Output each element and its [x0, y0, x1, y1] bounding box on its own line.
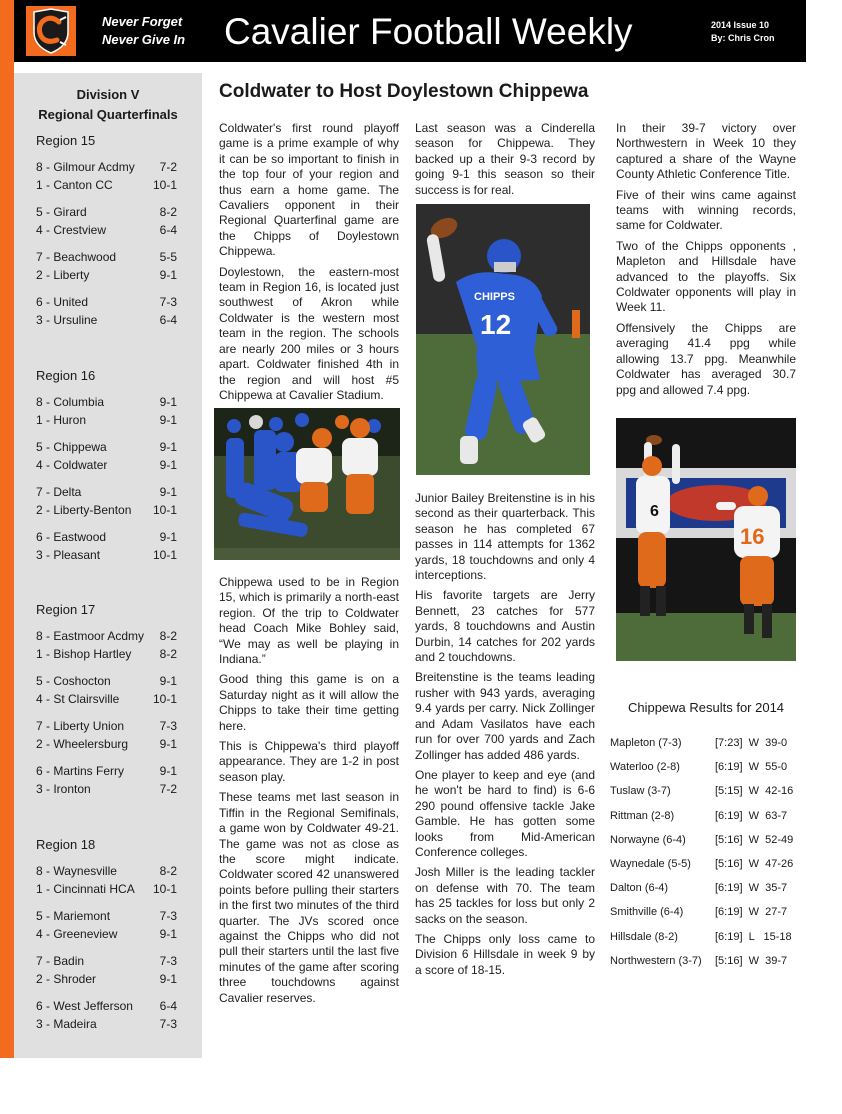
team-record: 8-2: [159, 205, 177, 219]
seed-team: 2 - Liberty: [36, 268, 90, 282]
team-record: 10-1: [152, 503, 177, 517]
team-record: 7-3: [159, 954, 177, 968]
result-score: [5:15] W 42-16: [715, 785, 794, 798]
seed-team: 3 - Madeira: [36, 1017, 97, 1031]
seed-team: 8 - Eastmoor Acdmy: [36, 629, 145, 643]
article-column-3-top: [616, 121, 796, 403]
article-paragraph: Five of their wins came against teams with winning records, same for Coldwater.: [616, 187, 796, 233]
article-column-2-top: [415, 121, 595, 203]
team-record: 6-4: [159, 313, 177, 327]
sidebar-title-division: Division V: [76, 87, 140, 102]
seed-team: 1 - Cincinnati HCA: [36, 882, 135, 896]
team-record: 9-1: [159, 972, 177, 986]
result-score: [5:16] W 47-26: [715, 858, 794, 870]
seed-team: 2 - Wheelersburg: [36, 737, 129, 751]
article-column-2-bottom: [415, 491, 595, 983]
seed-team: 1 - Huron: [36, 413, 87, 427]
team-record: 9-1: [159, 737, 177, 751]
seed-team: 1 - Bishop Hartley: [36, 647, 132, 661]
region-heading: Region 17: [36, 602, 96, 617]
result-opponent: Hillsdale (8-2): [610, 930, 678, 943]
article-paragraph: Coldwater's first round playoff game is a prime example of why it can be so important to finish in the top four of your region and thus earn a home game. The Cavaliers opponent in their Regional Quarterfinal game are the Chipps of Doylestown Chippewa.: [219, 121, 399, 259]
seed-team: 3 - Ironton: [36, 782, 91, 796]
team-record: 6-4: [159, 223, 177, 237]
result-score: [6:19] W 27-7: [715, 906, 788, 919]
issue-number: 2014 Issue 10: [711, 20, 770, 30]
team-record: 7-3: [159, 1017, 177, 1031]
team-record: 6-4: [159, 999, 177, 1013]
result-opponent: Waterloo (2-8): [610, 761, 680, 774]
seed-team: 3 - Pleasant: [36, 548, 101, 562]
byline: By: Chris Cron: [711, 33, 775, 43]
article-paragraph: In their 39-7 victory over Northwestern in Week 10 they captured a share of the Wayne County Athletic Conference Title.: [616, 121, 796, 182]
team-record: 9-1: [159, 395, 177, 409]
orange-side-stripe: [0, 0, 14, 1058]
jersey-team-text: CHIPPS: [474, 291, 515, 303]
result-opponent: Waynedale (5-5): [610, 858, 691, 870]
newsletter-title: Cavalier Football Weekly: [224, 11, 633, 52]
article-paragraph: The Chipps only loss came to Division 6 Hillsdale in week 9 by a score of 18-15.: [415, 931, 595, 977]
team-record: 5-5: [159, 250, 177, 264]
team-record: 8-2: [159, 629, 177, 643]
seed-team: 6 - West Jefferson: [36, 999, 133, 1013]
issue-info: [711, 19, 775, 45]
team-record: 7-3: [159, 909, 177, 923]
result-score: [7:23] W 39-0: [715, 737, 788, 749]
team-record: 9-1: [159, 268, 177, 282]
result-opponent: Northwestern (3-7): [610, 954, 702, 967]
region-heading: Region 15: [36, 133, 96, 148]
regional-quarterfinals-sidebar: [14, 73, 202, 1058]
article-column-1-top: [219, 121, 399, 408]
team-record: 10-1: [152, 548, 177, 562]
team-record: 9-1: [159, 458, 177, 472]
seed-team: 5 - Coshocton: [36, 674, 111, 688]
result-score: [5:16] W 52-49: [715, 833, 794, 846]
team-record: 7-2: [159, 160, 177, 174]
article-paragraph: His favorite targets are Jerry Bennett, 23 catches for 577 yards, 8 touchdowns and Austin Durbin, 14 catches for 202 yards and 2 touchdowns.: [415, 588, 595, 665]
seed-team: 7 - Liberty Union: [36, 719, 125, 733]
region-heading: Region 16: [36, 368, 96, 383]
photo-tackle: [214, 408, 400, 560]
motto: [102, 13, 185, 49]
cavalier-c-shield-icon: [26, 6, 76, 56]
seed-team: 6 - Eastwood: [36, 530, 107, 544]
sidebar-title: [14, 85, 202, 125]
result-score: [6:19] W 63-7: [715, 809, 788, 822]
jersey-number-text: 12: [480, 309, 512, 340]
team-record: 9-1: [159, 927, 177, 941]
result-opponent: Rittman (2-8): [610, 809, 675, 822]
seed-team: 5 - Mariemont: [36, 909, 111, 923]
article-paragraph: Josh Miller is the leading tackler on defense with 70. The team has 25 tackles for loss but only 2 sacks on the season.: [415, 865, 595, 926]
seed-team: 4 - St Clairsville: [36, 692, 120, 706]
seed-team: 7 - Delta: [36, 485, 82, 499]
seed-team: 6 - Martins Ferry: [36, 764, 125, 778]
result-score: [6:19] L 15-18: [715, 930, 792, 943]
team-record: 8-2: [159, 647, 177, 661]
article-paragraph: Offensively the Chipps are averaging 41.4 ppg while allowing 13.7 ppg. Meanwhile Coldwater has averaged 30.7 ppg and allowed 7.4 ppg.: [616, 320, 796, 397]
result-score: [5:16] W 39-7: [715, 954, 788, 967]
article-headline: Coldwater to Host Doylestown Chippewa: [219, 81, 589, 102]
article-paragraph: Good thing this game is on a Saturday night as it will allow the Chipps to take their time getting here.: [219, 672, 399, 733]
seed-team: 4 - Crestview: [36, 223, 107, 237]
seed-team: 5 - Chippewa: [36, 440, 107, 454]
article-column-1-bottom: [219, 575, 399, 1011]
photo-receivers: [616, 418, 796, 661]
team-record: 7-2: [159, 782, 177, 796]
seed-team: 6 - United: [36, 295, 89, 309]
seed-team: 5 - Girard: [36, 205, 87, 219]
team-record: 9-1: [159, 530, 177, 544]
seed-team: 1 - Canton CC: [36, 178, 113, 192]
receiver-number-6: 6: [650, 503, 659, 520]
motto-line-1: Never Forget: [102, 14, 183, 29]
team-record: 10-1: [152, 882, 177, 896]
motto-line-2: Never Give In: [102, 32, 186, 47]
sidebar-title-round: Regional Quarterfinals: [38, 107, 178, 122]
team-record: 7-3: [159, 719, 177, 733]
team-record: 9-1: [159, 485, 177, 499]
result-score: [6:19] W 55-0: [715, 761, 788, 774]
article-paragraph: Junior Bailey Breitenstine is in his second as their quarterback. This season he has completed 67 passes in 114 attempts for 1362 yards, 18 touchdowns and only 4 interceptions.: [415, 491, 595, 583]
article-paragraph: Doylestown, the eastern-most team in Region 16, is located just southwest of Akron while Coldwater is the western most team in the region. The schools are nearly 200 miles or 3 hours apart. Coldwater finished 4th in the region and will host #5 Chippewa at Cavalier Stadium.: [219, 264, 399, 402]
seed-team: 8 - Gilmour Acdmy: [36, 160, 135, 174]
team-record: 9-1: [159, 440, 177, 454]
team-record: 10-1: [152, 178, 177, 192]
region-heading: Region 18: [36, 837, 96, 852]
team-record: 7-3: [159, 295, 177, 309]
seed-team: 2 - Liberty-Benton: [36, 503, 132, 517]
team-record: 9-1: [159, 764, 177, 778]
team-record: 9-1: [159, 413, 177, 427]
result-opponent: Mapleton (7-3): [610, 737, 682, 749]
results-title: Chippewa Results for 2014: [627, 700, 785, 715]
seed-team: 7 - Badin: [36, 954, 85, 968]
result-opponent: Smithville (6-4): [610, 906, 684, 919]
article-paragraph: Last season was a Cinderella season for Chippewa. They backed up a their 9-3 record by going 9-1 this season so their success is for real.: [415, 121, 595, 197]
seed-team: 4 - Coldwater: [36, 458, 108, 472]
seed-team: 8 - Columbia: [36, 395, 105, 409]
result-score: [6:19] W 35-7: [715, 882, 788, 895]
seed-team: 7 - Beachwood: [36, 250, 117, 264]
result-opponent: Tuslaw (3-7): [610, 785, 671, 798]
article-paragraph: These teams met last season in Tiffin in the Regional Semifinals, a game won by Coldwater 49-21. The game was not as close as the score might indicate. Coldwater scored 42 unanswered points before pulling their starters in the first two minutes of the third quarter. The JVs scored once against the Chipps who did not pull their starters until the last five minutes of the game after scoring three touchdowns against Cavalier reserves.: [219, 790, 399, 1005]
seed-team: 3 - Ursuline: [36, 313, 98, 327]
article-paragraph: Breitenstine is the teams leading rusher with 943 yards, averaging 9.4 yards per carry. Nick Zollinger and Adam Vasilatos have each run for over 700 yards and Zach Zollinger has added 486 yards.: [415, 670, 595, 762]
seed-team: 8 - Waynesville: [36, 864, 117, 878]
team-record: 10-1: [152, 692, 177, 706]
article-paragraph: This is Chippewa's third playoff appearance. They are 1-2 in post season play.: [219, 739, 399, 784]
team-record: 8-2: [159, 864, 177, 878]
photo-quarterback: [416, 204, 590, 475]
article-paragraph: Two of the Chipps opponents , Mapleton and Hillsdale have advanced to the playoffs. Six Coldwater opponents will play in Week 11.: [616, 238, 796, 315]
team-record: 9-1: [159, 674, 177, 688]
masthead: [14, 0, 806, 62]
seed-team: 4 - Greeneview: [36, 927, 118, 941]
result-opponent: Dalton (6-4): [610, 882, 669, 895]
result-opponent: Norwayne (6-4): [610, 833, 686, 846]
article-paragraph: Chippewa used to be in Region 15, which is primarily a north-east region. Of the trip to Coldwater head Coach Mike Bohley said, “We may as well be playing in Indiana.”: [219, 575, 399, 667]
seed-team: 2 - Shroder: [36, 972, 97, 986]
receiver-number-16: 16: [740, 524, 765, 549]
article-paragraph: One player to keep and eye (and he won't be hard to find) is 6-6 290 pound offensive tackle Jake Gamble. He has gotten some looks from Mid-American Conference colleges.: [415, 767, 595, 859]
